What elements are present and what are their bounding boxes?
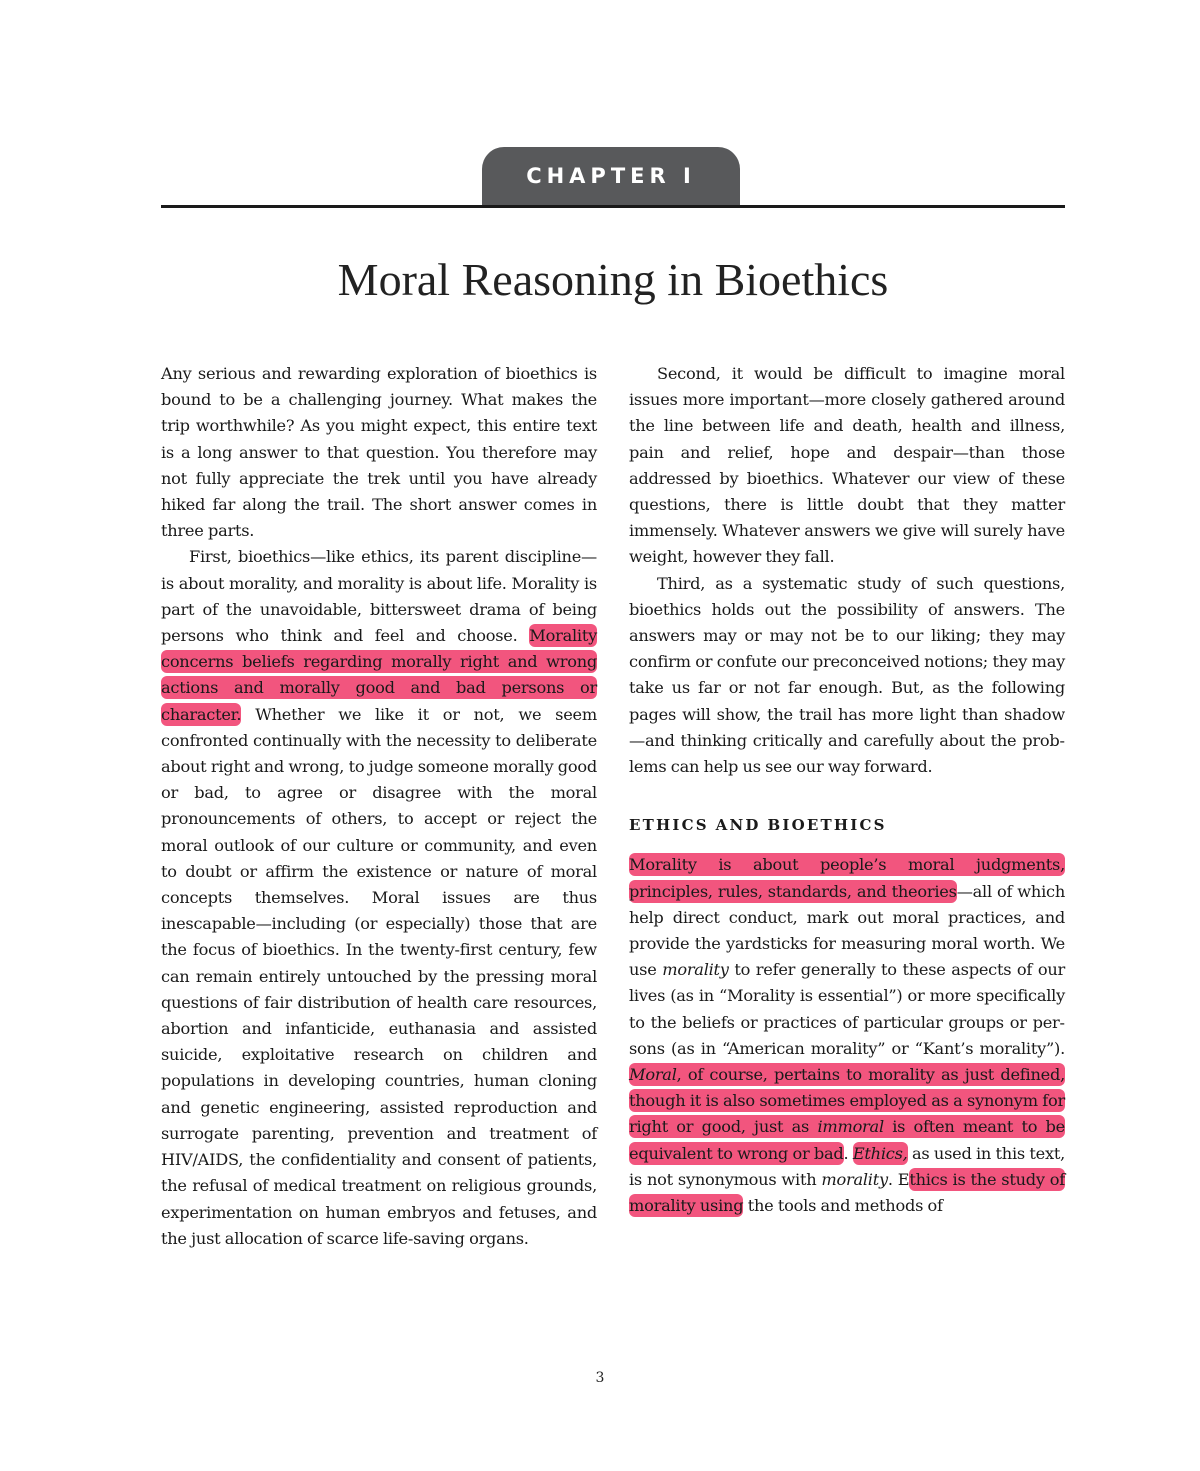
chapter-title: Moral Reasoning in Bioethics bbox=[337, 254, 889, 305]
paragraph-third: Third, as a systematic study of such questions, bioethics holds out the possibility of answers. The answers may or may not be to our liking; they may confirm or confute our preconceived notions; they may take us far or not far enough. But, as the following pages will show, the trail has more light than shadow—and thinking critically and carefully about the problems can help us see our way forward. bbox=[629, 573, 1065, 777]
paragraph-second: Second, it would be difficult to imagine moral issues more important—more closely gathered around the line between life and death, health and illness, pain and relief, hope and despair—than those addressed by bioethics. Whatever our view of these questions, there is little doubt that they matter immensely. Whatever answers we give will surely have weight, however they fall. bbox=[629, 364, 1065, 567]
text: First, bioethics—like ethics, its parent discipline—is about morality, and morality is about life. Morality is part of the unavoidable, bittersweet drama of being persons who think and feel and choose. bbox=[161, 547, 597, 646]
chapter-tab bbox=[482, 147, 740, 207]
italic-term: Moral bbox=[629, 1065, 677, 1085]
paragraph-ethics bbox=[629, 852, 1065, 1219]
text: Whether we like it or not, we seem confronted continually with the necessity to deliberate about right and wrong, to judge someone morally good or bad, to agree or disagree with the moral pronouncements of others, to accept or reject the moral outlook of our culture or community, and even to doubt or affirm the existence or nature of moral concepts themselves. Moral issues are thus inescapable—including (or especially) those that are the focus of bioethics. In the twenty-first century, few can remain entirely untouched by the pressing moral questions of fair distribution of health care resources, abortion and infanticide, euthanasia and assisted suicide, exploitative research on children and populations in developing countries, human cloning and genetic engineering, assisted reproduction and surrogate parenting, prevention and treatment of HIV/AIDS, the confidentiality and consent of patients, the refusal of medical treatment on religious grounds, experimentation on human embryos and fetuses, and the just allocation of scarce life-saving organs. bbox=[161, 704, 597, 1248]
highlight-morality-definition[interactable]: Morality concerns beliefs regarding morally right and wrong actions and morally good and bad persons or character. bbox=[161, 626, 597, 724]
text: . bbox=[843, 1143, 853, 1163]
text: is often meant to be equivalent to wrong or bad bbox=[629, 1117, 1065, 1163]
text: . E bbox=[887, 1169, 910, 1189]
text: to refer generally to these aspects of our lives (as in “Morality is essential”) or more specifically to the beliefs or practices of particular groups or persons (as in “American morality” or “Kant’s morality”). bbox=[629, 960, 1065, 1058]
left-column bbox=[161, 361, 597, 1252]
text: as used in this text, is not synonymous with bbox=[629, 1143, 1065, 1189]
text: the tools and methods of bbox=[743, 1196, 943, 1216]
italic-term: immoral bbox=[817, 1117, 884, 1137]
paragraph-first bbox=[161, 544, 597, 1251]
italic-term: morality bbox=[662, 960, 729, 980]
right-column bbox=[629, 361, 1065, 1219]
highlight-morality-judgments[interactable]: Morality is about people’s moral judgments, principles, rules, standards, and theories bbox=[629, 855, 1065, 901]
text: —all of which help direct conduct, mark out moral practices, and provide the yardsticks for measuring moral worth. We use bbox=[629, 881, 1065, 980]
chapter-label: CHAPTER I bbox=[526, 164, 696, 188]
text: , of course, pertains to morality as just defined, though it is also sometimes employed as a synonym for right or good, just as bbox=[629, 1065, 1065, 1137]
highlight-ethics-definition[interactable]: thics is the study of morality using bbox=[629, 1169, 1065, 1216]
chapter-rule bbox=[161, 205, 1065, 208]
section-heading: ETHICS AND BIOETHICS bbox=[629, 816, 887, 835]
paragraph-intro: Any serious and rewarding exploration of bioethics is bound to be a challenging journey. What makes the trip worthwhile? As you might expect, this entire text is a long answer to that question. You therefore may not fully appreciate the trek until you have already hiked far along the trail. The short answer comes in three parts. bbox=[161, 364, 597, 541]
highlight-ethics-term[interactable]: Ethics, bbox=[852, 1143, 908, 1163]
page-number: 3 bbox=[595, 1370, 605, 1386]
italic-term: morality bbox=[821, 1169, 888, 1189]
